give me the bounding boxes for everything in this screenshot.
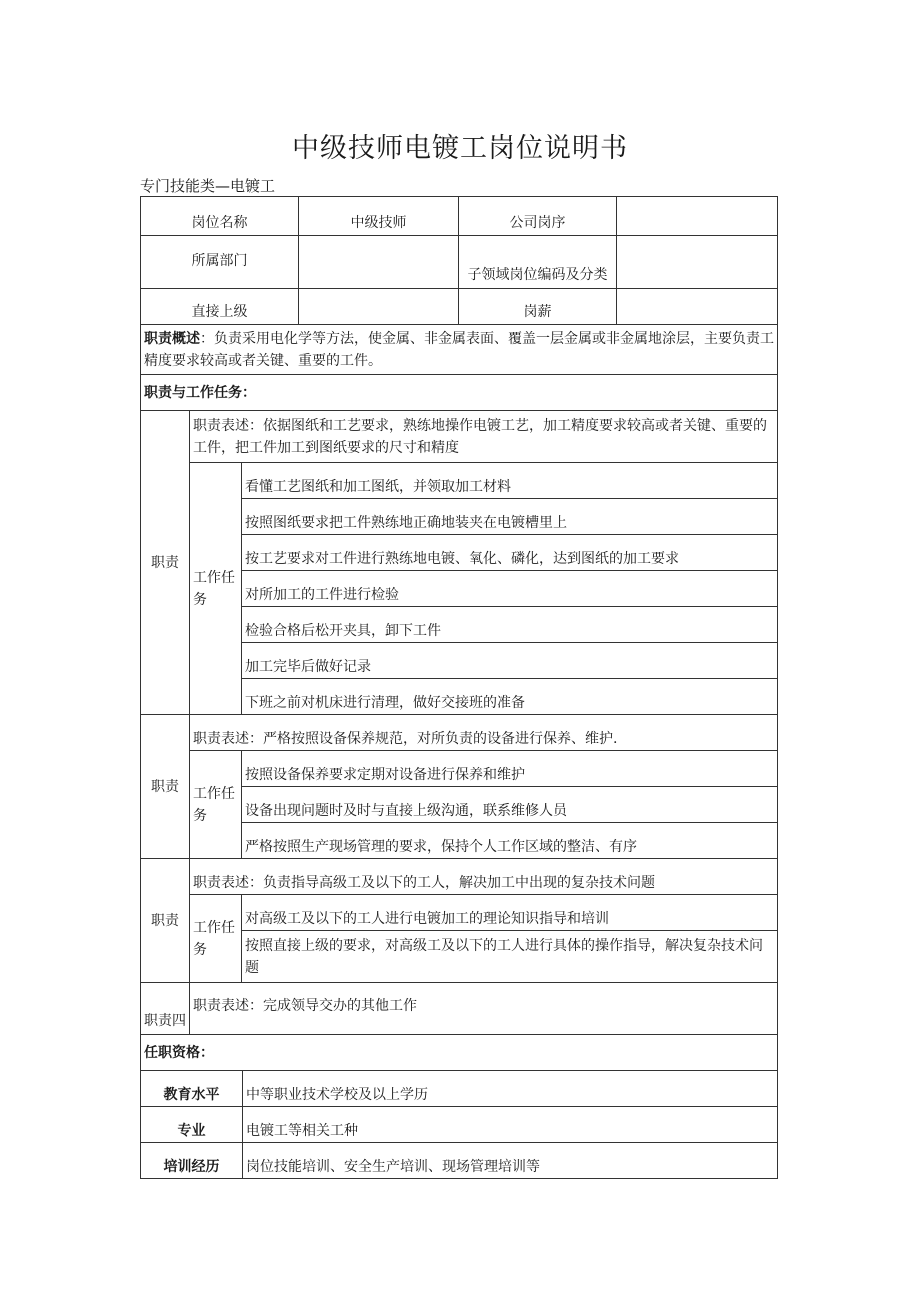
subfield-value <box>617 236 778 289</box>
duty-2-task-label: 工作任务 <box>190 751 242 859</box>
duty-2-task: 严格按照生产现场管理的要求，保持个人工作区域的整洁、有序 <box>242 823 778 859</box>
post-name-value: 中级技师 <box>299 197 459 236</box>
overview-label: 职责概述 <box>144 330 200 347</box>
department-value <box>299 236 459 289</box>
job-description-sheet <box>140 196 777 1179</box>
duty-2-task: 设备出现问题时及时与直接上级沟通，联系维修人员 <box>242 787 778 823</box>
duty-3-task: 对高级工及以下的工人进行电镀加工的理论知识指导和培训 <box>242 895 778 931</box>
qualification-label: 培训经历 <box>141 1143 243 1179</box>
duty-1-task: 检验合格后松开夹具，卸下工件 <box>242 607 778 643</box>
category-label: 专门技能类—电镀工 <box>140 177 276 195</box>
duty-1-description: 职责表述：依据图纸和工艺要求，熟练地操作电镀工艺，加工精度要求较高或者关键、重要的工件，把工件加工到图纸要求的尺寸和精度 <box>190 411 778 463</box>
duty-1-task: 下班之前对机床进行清理，做好交接班的准备 <box>242 679 778 715</box>
qualification-value: 电镀工等相关工种 <box>243 1107 778 1143</box>
post-name-label: 岗位名称 <box>141 197 299 236</box>
qualification-heading: 任职资格： <box>141 1035 778 1071</box>
duty-1-label: 职责 <box>141 411 190 715</box>
duty-3-task: 按照直接上级的要求，对高级工及以下的工人进行具体的操作指导，解决复杂技术问题 <box>242 931 778 983</box>
duty-1-task: 加工完毕后做好记录 <box>242 643 778 679</box>
qualification-label: 教育水平 <box>141 1071 243 1107</box>
duty-3-label: 职责 <box>141 859 190 983</box>
duties-heading: 职责与工作任务： <box>141 375 778 411</box>
page-title: 中级技师电镀工岗位说明书 <box>292 133 628 164</box>
duty-2-description: 职责表述：严格按照设备保养规范，对所负责的设备进行保养、维护. <box>190 715 778 751</box>
duty-3-description: 职责表述：负责指导高级工及以下的工人，解决加工中出现的复杂技术问题 <box>190 859 778 895</box>
duty-3-task-label: 工作任务 <box>190 895 242 983</box>
overview-text: ：负责采用电化学等方法，使金属、非金属表面、覆盖一层金属或非金属地涂层，主要负责工精度要求较高或者关键、重要的工件。 <box>144 330 774 369</box>
duty-4-label: 职责四 <box>141 983 190 1035</box>
overview-cell <box>141 325 778 375</box>
duty-4-description: 职责表述：完成领导交办的其他工作 <box>190 983 778 1035</box>
qualification-value: 中等职业技术学校及以上学历 <box>243 1071 778 1107</box>
duty-1-task: 按工艺要求对工件进行熟练地电镀、氧化、磷化，达到图纸的加工要求 <box>242 535 778 571</box>
salary-value <box>617 289 778 325</box>
duty-1-task: 对所加工的工件进行检验 <box>242 571 778 607</box>
basic-info-table <box>140 196 778 325</box>
qualification-label: 专业 <box>141 1107 243 1143</box>
duty-2-task: 按照设备保养要求定期对设备进行保养和维护 <box>242 751 778 787</box>
department-label: 所属部门 <box>141 236 299 289</box>
duty-1-task: 按照图纸要求把工件熟练地正确地装夹在电镀槽里上 <box>242 499 778 535</box>
company-order-value <box>617 197 778 236</box>
duty-2-label: 职责 <box>141 715 190 859</box>
duty-1-task: 看懂工艺图纸和加工图纸，并领取加工材料 <box>242 463 778 499</box>
subfield-label: 子领域岗位编码及分类 <box>459 236 617 289</box>
duty-1-task-label: 工作任务 <box>190 463 242 715</box>
company-order-label: 公司岗序 <box>459 197 617 236</box>
supervisor-label: 直接上级 <box>141 289 299 325</box>
salary-label: 岗薪 <box>459 289 617 325</box>
qualification-value: 岗位技能培训、安全生产培训、现场管理培训等 <box>243 1143 778 1179</box>
duties-table <box>140 324 778 1071</box>
qualification-table <box>140 1070 778 1179</box>
supervisor-value <box>299 289 459 325</box>
